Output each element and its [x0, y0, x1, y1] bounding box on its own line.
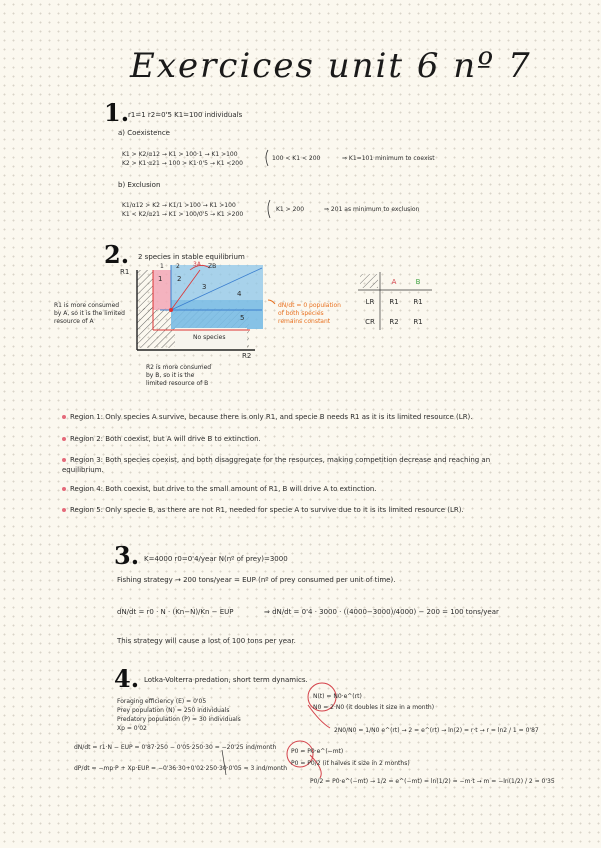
bullet-dot-icon	[62, 437, 66, 441]
ex3-params: K=4000 r0=0'4/year N(nº of prey)=3000	[144, 555, 288, 563]
ex1-a-result: 100 < K1 < 200	[272, 155, 321, 162]
table-cell: R1	[413, 298, 423, 306]
list-item: Region 1: Only species A survive, because there is only R1, and specie B needs R1 as it is its limited resource (LR).	[62, 412, 532, 422]
resource-table	[358, 272, 430, 332]
ex1-b-line2: K1 < K2/α21 → K1 > 100/0'5 → K1 >200	[122, 211, 244, 218]
ex1-a-line2: K2 > K1·α21 → 100 > K1·0'5 → K1 <200	[122, 160, 243, 167]
top-label-2: 2	[176, 263, 180, 270]
list-item: Region 5: Only specie B, as there are not R1, needed for specie A to survive due to it is its limited resource (LR).	[62, 505, 532, 515]
exercise-2-number: 2.	[104, 240, 130, 269]
top-label-1: 1	[160, 263, 164, 270]
ex1-b-label: b) Exclusion	[118, 181, 161, 189]
ex4-dp-equation: dP/dt = −mp·P + Xp·EUP = −0'36·30+0'02·250·30·0'05 = 3 ind/month	[74, 765, 288, 772]
ex4-line: Foraging efficiency (E) = 0'05	[117, 698, 207, 705]
ex1-b-conclusion: ⇒ 201 as minimum to exclusion	[324, 206, 420, 213]
table-cell: R1	[389, 298, 399, 306]
list-item: Region 2: Both coexist, but A will drive B to extinction.	[62, 434, 532, 444]
ex3-equation-left: dN/dt = r0 · N · (Kn−N)/Kn − EUP	[117, 608, 234, 616]
ex4-right-3: 2N0/N0 = 1/N0 e^(rt) → 2 = e^(rt) → ln(2) = r·t → r = ln2 / 1 = 0'87	[334, 727, 539, 734]
ex1-b-result: K1 > 200	[276, 206, 305, 213]
ex3-equation-right: ⇒ dN/dt = 0'4 · 3000 · ((4000−3000)/4000) − 200 = 100 tons/year	[264, 608, 499, 616]
ex1-a-conclusion: ⇒ K1=101 minimum to coexist	[342, 155, 435, 162]
ex2-heading: 2 species in stable equilibrium	[138, 253, 245, 261]
left-note: R1 is more consumed by A, so it is the limited resource of A	[54, 302, 125, 325]
table-cell: R1	[413, 318, 423, 326]
ex1-params: r1=1 r2=0'5 K1=100 individuals	[128, 111, 243, 119]
axis-r2-label: R2	[242, 352, 252, 360]
table-corner	[358, 272, 382, 292]
ex1-a-line1: K1 > K2/α12 → K1 > 100·1 → K1 >100	[122, 151, 238, 158]
list-item: Region 3: Both species coexist, and both disaggregate for the resources, making competition decrease and reaching an equilibrium.	[62, 456, 491, 474]
page-title: Exercices unit 6 nº 7	[130, 46, 532, 86]
bullet-dot-icon	[62, 487, 66, 491]
ex4-right-4: P0 = P0·e^(−mt)	[291, 748, 344, 755]
region-3-label: 3	[202, 283, 207, 291]
ex1-a-label: a) Coexistence	[118, 129, 170, 137]
region-2-label: 2	[177, 275, 182, 283]
exercise-4-number: 4.	[114, 664, 140, 693]
ex4-heading: Lotka-Volterra predation, short term dynamics.	[144, 676, 308, 684]
ex3-strategy: Fishing strategy → 200 tons/year = EUP (nº of prey consumed per unit of time).	[117, 576, 396, 584]
exercise-1-number: 1.	[104, 98, 130, 127]
top-label-zb: ZB	[208, 263, 217, 270]
exercise-3-number: 3.	[114, 541, 140, 570]
table-col-a: A	[391, 278, 397, 286]
ex4-right-1: N(t) = N0·e^(rt)	[313, 693, 362, 700]
ex3-conclusion: This strategy will cause a lost of 100 tons per year.	[117, 637, 296, 645]
table-row-head: CR	[365, 318, 375, 326]
ex1-b-line1: K1/α12 > K2 → K1/1 >100 → K1 >100	[122, 202, 236, 209]
table-col-b: B	[415, 278, 421, 286]
table-cell: R2	[389, 318, 399, 326]
orange-note: dN/dt = 0 population of both species remains constant	[278, 302, 341, 325]
ex4-right-2: N0 = 2·N0 (it doubles it size in a month)	[313, 704, 435, 711]
bullet-dot-icon	[62, 508, 66, 512]
ex4-line: Predatory population (P) = 30 individuals	[117, 716, 241, 723]
region-5-label: 5	[240, 314, 245, 322]
list-item: Region 4: Both coexist, but drive to the small amount of R1, B will drive A to extinction.	[62, 484, 532, 494]
axis-r1-label: R1	[120, 268, 130, 276]
bottom-note: R2 is more consumed by B, so it is the limited resource of B	[146, 364, 212, 387]
table-row-head: LR	[365, 298, 375, 306]
top-label-3a: 3A	[193, 261, 201, 268]
ex4-line: Xp = 0'02	[117, 725, 147, 732]
ex4-right-5: P0 = P0/2 (it halves it size in 2 months)	[291, 760, 410, 767]
region-1-label: 1	[158, 275, 163, 283]
ex4-dn-equation: dN/dt = r1·N − EUP = 0'87·250 − 0'05·250·30 = −20'25 ind/month	[74, 744, 277, 751]
region-4-label: 4	[237, 290, 242, 298]
ex4-right-6: P0/2 = P0·e^(−mt) → 1/2 = e^(−mt) = ln(1/2) = −m·t → m = −ln(1/2) / 2 = 0'35	[310, 778, 555, 785]
no-species-label: No species	[193, 334, 226, 341]
bullet-dot-icon	[62, 415, 66, 419]
bullet-dot-icon	[62, 458, 66, 462]
ex4-line: Prey population (N) = 250 individuals	[117, 707, 230, 714]
